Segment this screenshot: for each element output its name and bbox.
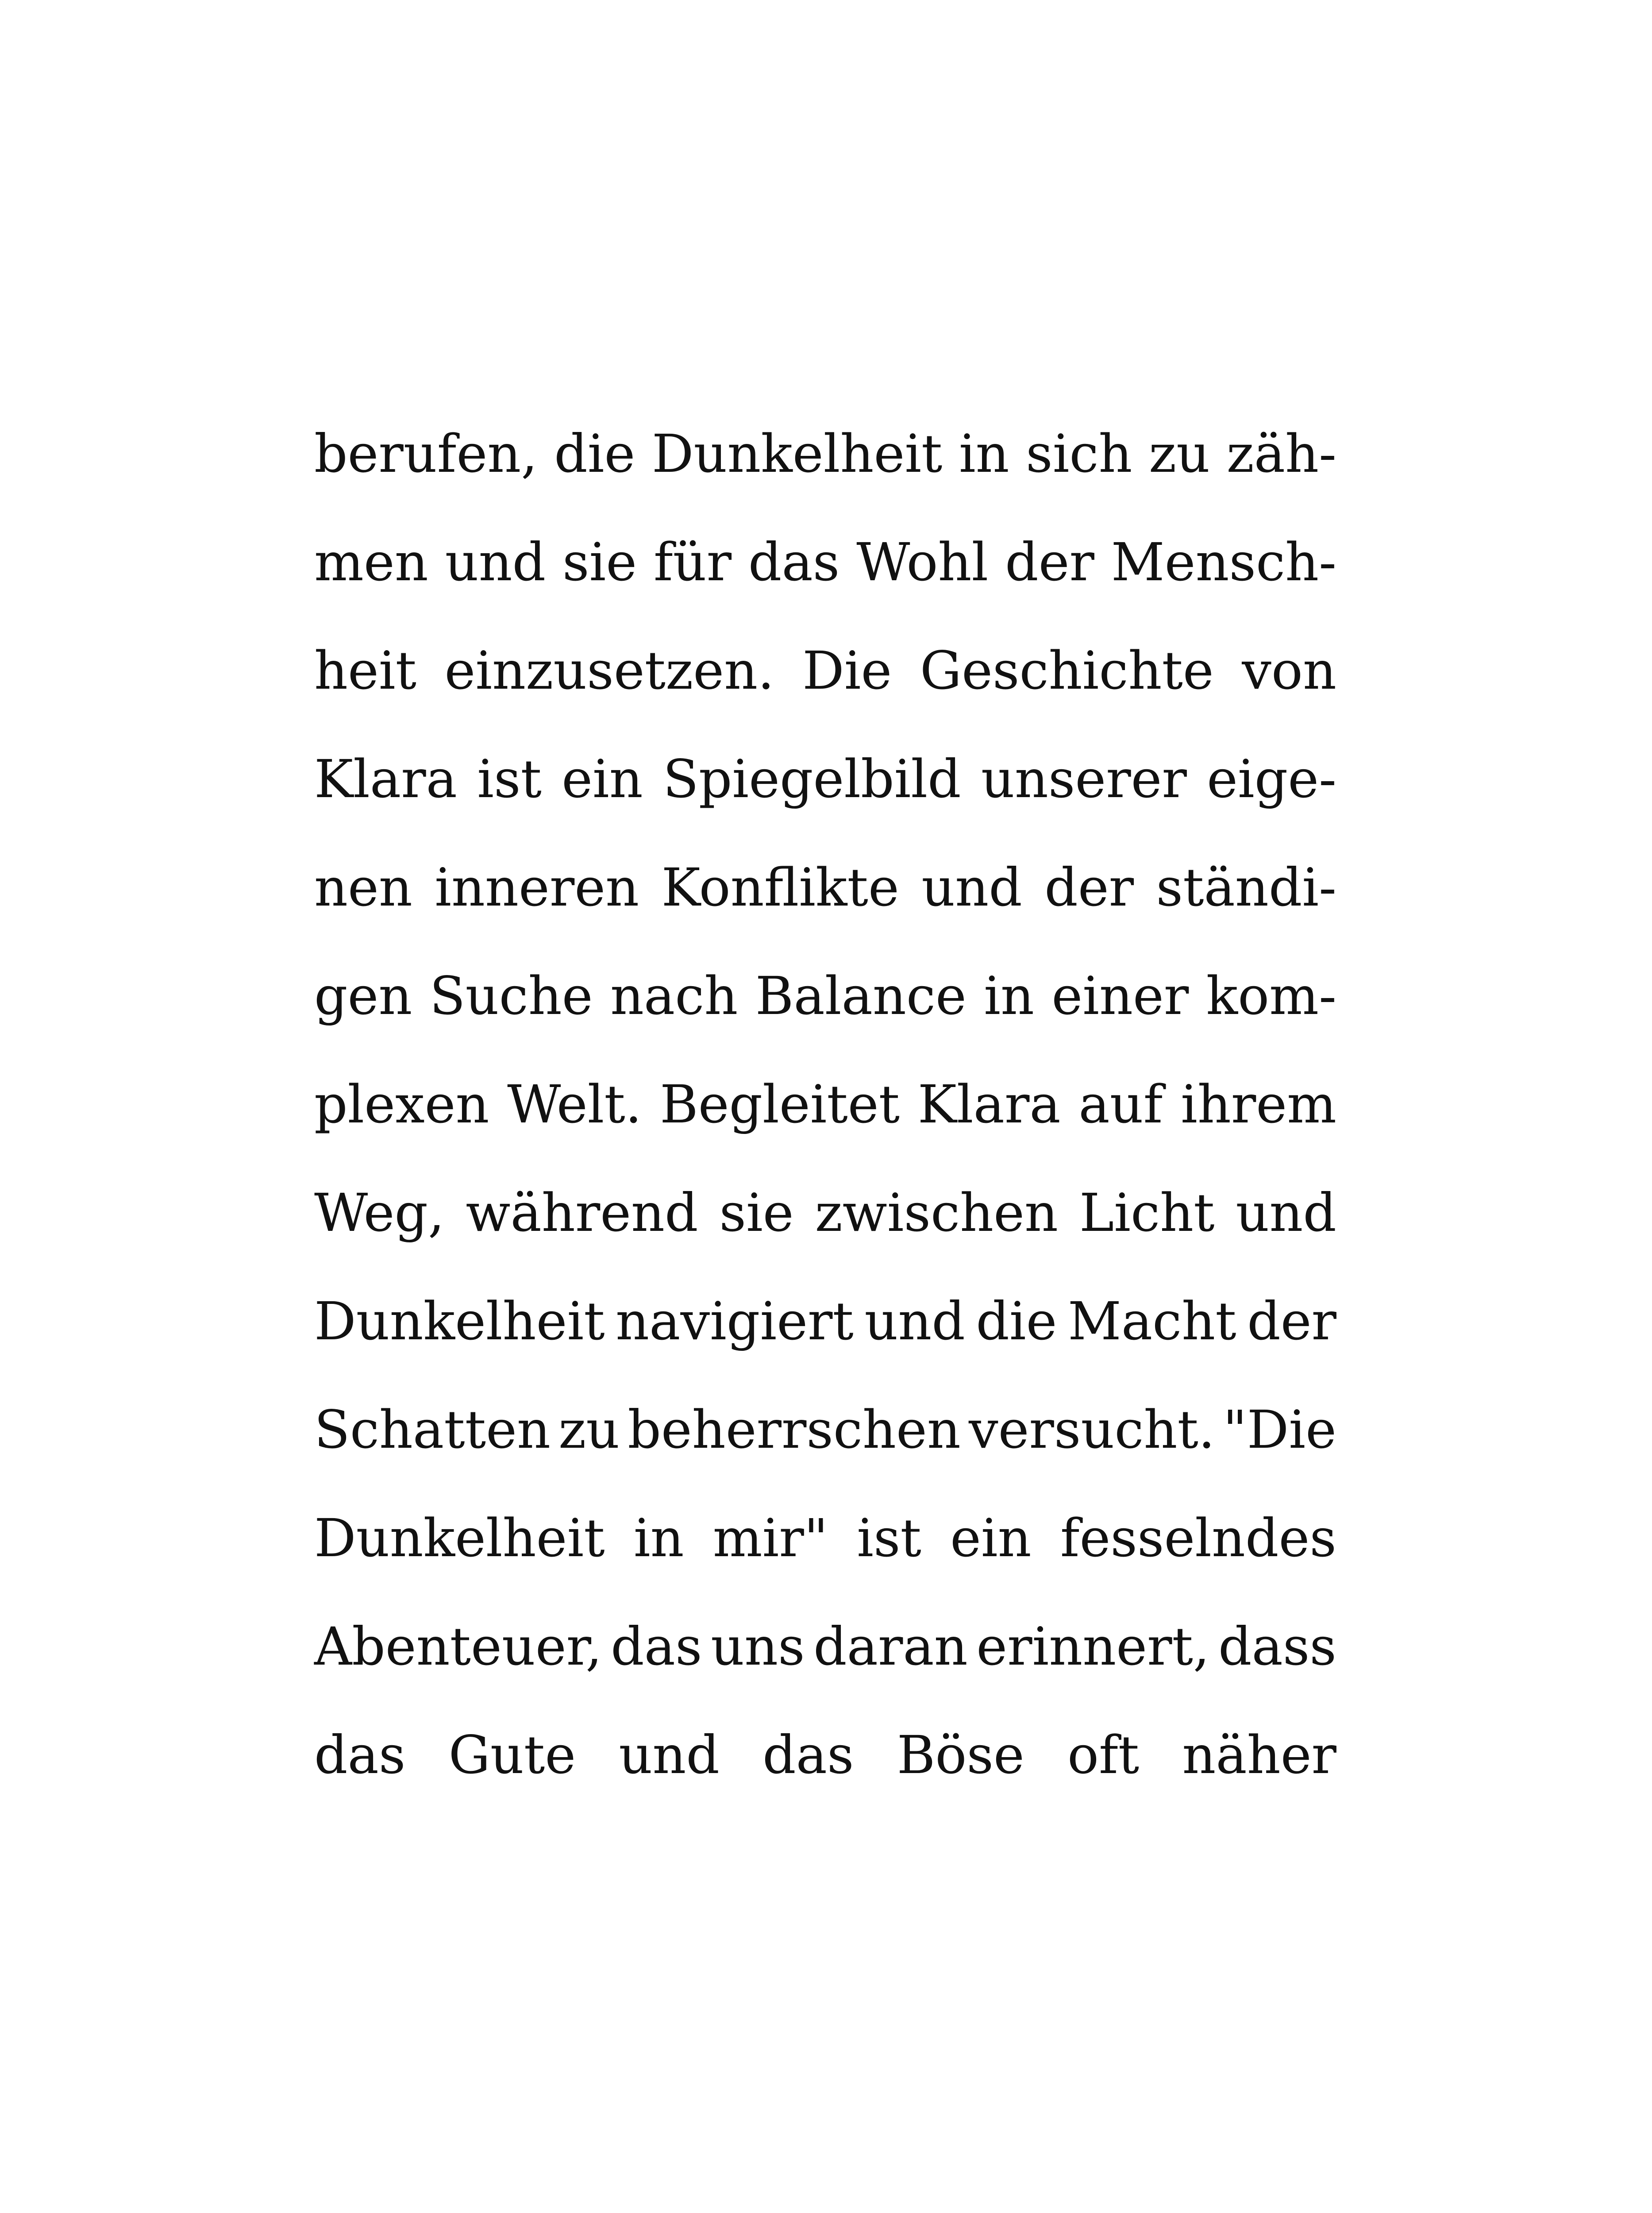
word: einzusetzen. <box>444 640 774 701</box>
word: Böse <box>897 1724 1024 1785</box>
word: näher <box>1182 1724 1336 1785</box>
word: inneren <box>435 857 639 918</box>
word: in <box>633 1507 684 1569</box>
word: Begleitet <box>660 1074 900 1135</box>
word: das <box>611 1616 702 1677</box>
text-line <box>314 1284 1336 1392</box>
word: oft <box>1067 1724 1140 1785</box>
body-text <box>314 416 1336 1826</box>
word: in <box>984 965 1035 1026</box>
text-line <box>314 1609 1336 1717</box>
word: die <box>976 1291 1057 1352</box>
word: eige- <box>1207 748 1336 810</box>
text-line <box>314 741 1336 850</box>
word: Dunkelheit <box>651 423 943 484</box>
word: Spiegelbild <box>663 748 961 810</box>
word: der <box>1247 1291 1336 1352</box>
word: Welt. <box>507 1074 642 1135</box>
word: uns <box>711 1616 805 1677</box>
text-line <box>314 1717 1336 1826</box>
word: der <box>1005 532 1094 593</box>
word: Abenteuer, <box>314 1616 602 1677</box>
text-line <box>314 1500 1336 1609</box>
word: Balance <box>755 965 967 1026</box>
word: dass <box>1218 1616 1336 1677</box>
word: fesselndes <box>1060 1507 1336 1569</box>
text-line <box>314 850 1336 958</box>
word: Geschichte <box>920 640 1214 701</box>
word: auf <box>1078 1074 1163 1135</box>
word: ihrem <box>1181 1074 1336 1135</box>
text-line <box>314 1175 1336 1284</box>
word: Dunkelheit <box>314 1507 605 1569</box>
word: mir" <box>712 1507 828 1569</box>
word: heit <box>314 640 416 701</box>
word: "Die <box>1223 1399 1336 1460</box>
word: Wohl <box>856 532 989 593</box>
word: men <box>314 532 428 593</box>
word: für <box>653 532 732 593</box>
word: Konflikte <box>661 857 899 918</box>
word: beherrschen <box>628 1399 961 1460</box>
word: Licht <box>1079 1182 1215 1243</box>
word: kom- <box>1206 965 1336 1026</box>
word: in <box>959 423 1009 484</box>
text-line <box>314 958 1336 1067</box>
word: navigiert <box>616 1291 854 1352</box>
word: Gute <box>448 1724 576 1785</box>
word: unserer <box>981 748 1187 810</box>
word: von <box>1242 640 1336 701</box>
text-line <box>314 1392 1336 1500</box>
word: ist <box>477 748 542 810</box>
word: sie <box>562 532 637 593</box>
word: ein <box>950 1507 1032 1569</box>
word: während <box>466 1182 698 1243</box>
word: Mensch- <box>1111 532 1336 593</box>
word: ein <box>562 748 643 810</box>
word: Suche <box>429 965 593 1026</box>
word: nen <box>314 857 412 918</box>
word: versucht. <box>968 1399 1215 1460</box>
word: Dunkelheit <box>314 1291 605 1352</box>
word: Macht <box>1068 1291 1236 1352</box>
word: zu <box>558 1399 620 1460</box>
word: Schatten <box>314 1399 551 1460</box>
word: Klara <box>314 748 458 810</box>
text-line <box>314 633 1336 741</box>
word: und <box>864 1291 965 1352</box>
word: und <box>1236 1182 1336 1243</box>
word: und <box>921 857 1022 918</box>
word: und <box>619 1724 720 1785</box>
word: zäh- <box>1226 423 1336 484</box>
text-line <box>314 524 1336 633</box>
word: plexen <box>314 1074 489 1135</box>
word: daran <box>813 1616 968 1677</box>
text-line <box>314 1067 1336 1175</box>
word: das <box>762 1724 854 1785</box>
word: einer <box>1051 965 1189 1026</box>
word: das <box>748 532 840 593</box>
text-line <box>314 416 1336 524</box>
word: nach <box>610 965 738 1026</box>
word: Klara <box>917 1074 1061 1135</box>
word: der <box>1044 857 1134 918</box>
word: ist <box>857 1507 921 1569</box>
word: sich <box>1026 423 1132 484</box>
word: das <box>314 1724 406 1785</box>
word: Die <box>802 640 892 701</box>
word: und <box>445 532 546 593</box>
word: zu <box>1148 423 1210 484</box>
word: sie <box>719 1182 794 1243</box>
word: erinnert, <box>976 1616 1210 1677</box>
word: die <box>554 423 635 484</box>
word: gen <box>314 965 412 1026</box>
word: ständi- <box>1156 857 1336 918</box>
word: Weg, <box>314 1182 445 1243</box>
word: berufen, <box>314 423 538 484</box>
word: zwischen <box>815 1182 1058 1243</box>
